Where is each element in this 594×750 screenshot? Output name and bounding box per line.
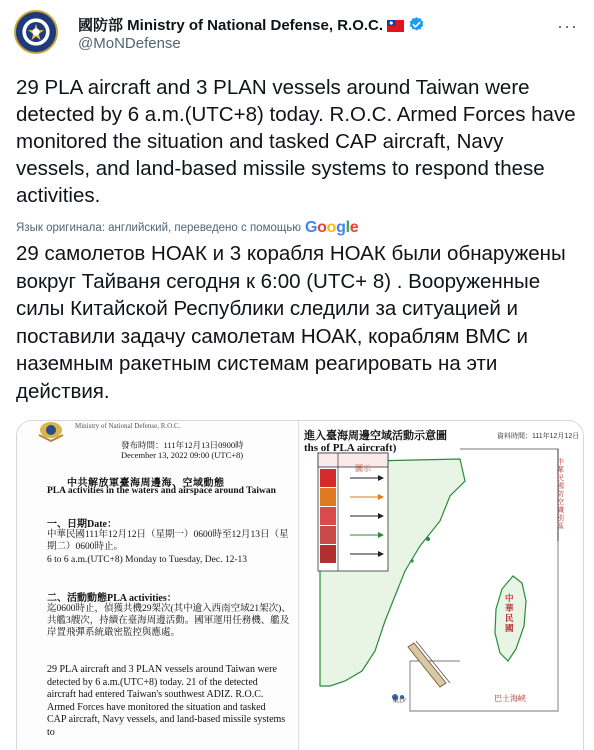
tweet-media-image[interactable] <box>16 420 584 750</box>
map-legend-label: 圖示 <box>355 464 371 473</box>
translation-note-text: Язык оригинала: английский, переведено с помощью <box>16 222 301 234</box>
map-adiz-label: 中華民國防空識別區 <box>557 459 564 530</box>
verified-badge-icon <box>408 16 425 33</box>
document-section-activities-zh: 迄0600時止，偵獲共機29架次(其中逾入西南空域21架次)、共艦3艘次，持續在臺海周邊活動。國軍運用任務機、艦及岸置飛彈系統嚴密監控與應處。 <box>47 604 291 638</box>
more-options-button[interactable]: ··· <box>557 16 578 36</box>
taiwan-flag-icon <box>387 19 404 31</box>
ministry-seal-icon[interactable] <box>14 10 58 54</box>
activity-map <box>300 421 584 750</box>
google-logo[interactable]: Google <box>304 219 359 236</box>
map-title-en: ths of PLA aircraft) <box>304 442 397 454</box>
document-title-en: PLA activities in the waters and airspace around Taiwan <box>47 486 276 496</box>
taiwan-map-graphic <box>300 421 584 750</box>
document-publish-time-en: December 13, 2022 09:00 (UTC+8) <box>121 450 244 460</box>
tweet-text: 29 PLA aircraft and 3 PLAN vessels around Taiwan were detected by 6 a.m.(UTC+8) today. R.O.C. Armed Forces have monitored the situation and tasked CAP aircraft, Navy vessels, and land-based missile systems to respond these activities. <box>16 76 576 207</box>
map-taiwan-label: 中華民國 <box>505 593 514 633</box>
account-name-row <box>78 14 425 35</box>
translation-note <box>16 219 358 237</box>
map-strait-label: 巴士海峽 <box>494 694 526 703</box>
map-pratas-label: 東沙 <box>392 697 406 704</box>
map-title: 進入臺海周邊空域活動示意圖 <box>304 430 447 442</box>
press-release-document <box>17 421 299 750</box>
document-section-date-heading: 一、日期Date： <box>47 519 117 530</box>
document-section-date-en: 6 to 6 a.m.(UTC+8) Monday to Tuesday, Dec. 12-13 <box>47 555 248 565</box>
account-handle[interactable]: @MoNDefense <box>78 35 181 52</box>
tweet-header <box>12 6 582 58</box>
document-body-en: 29 PLA aircraft and 3 PLAN vessels around Taiwan were detected by 6 a.m.(UTC+8) today. 21 of the detected aircraft had entered Taiwan's southwest ADIZ. R.O.C. Armed Forces have monitored the situation and tasked CAP aircraft, Navy vessels, and land-based missile systems to <box>47 664 286 738</box>
ministry-emblem-icon <box>35 421 67 443</box>
document-ministry: Ministry of National Defense, R.O.C. <box>75 422 181 430</box>
translated-tweet-text: 29 самолетов НОАК и 3 корабля НОАК были обнаружены вокруг Тайваня сегодня к 6:00 (UTC+ 8) . Вооруженные силы Китайской Республики следили за ситуацией и поставили задачу самолетам НОАК, кораблям ВМС и наземным ракетным системам реагировать на эти действия. <box>16 242 566 403</box>
document-title-zh: 中共解放軍臺海周邊海、空域動態 <box>67 478 225 489</box>
document-section-date-zh: 中華民國111年12月12日（星期一）0600時至12月13日（星期二）0600時止。 <box>47 530 289 552</box>
account-display-name[interactable]: 國防部 Ministry of National Defense, R.O.C. <box>78 17 384 34</box>
document-section-activities-heading: 二、活動動態PLA activities： <box>47 593 177 604</box>
document-publish-time: 發布時間：111年12月13日0900時 <box>121 440 244 450</box>
map-data-date: 資料時間：111年12月12日 <box>497 433 580 440</box>
